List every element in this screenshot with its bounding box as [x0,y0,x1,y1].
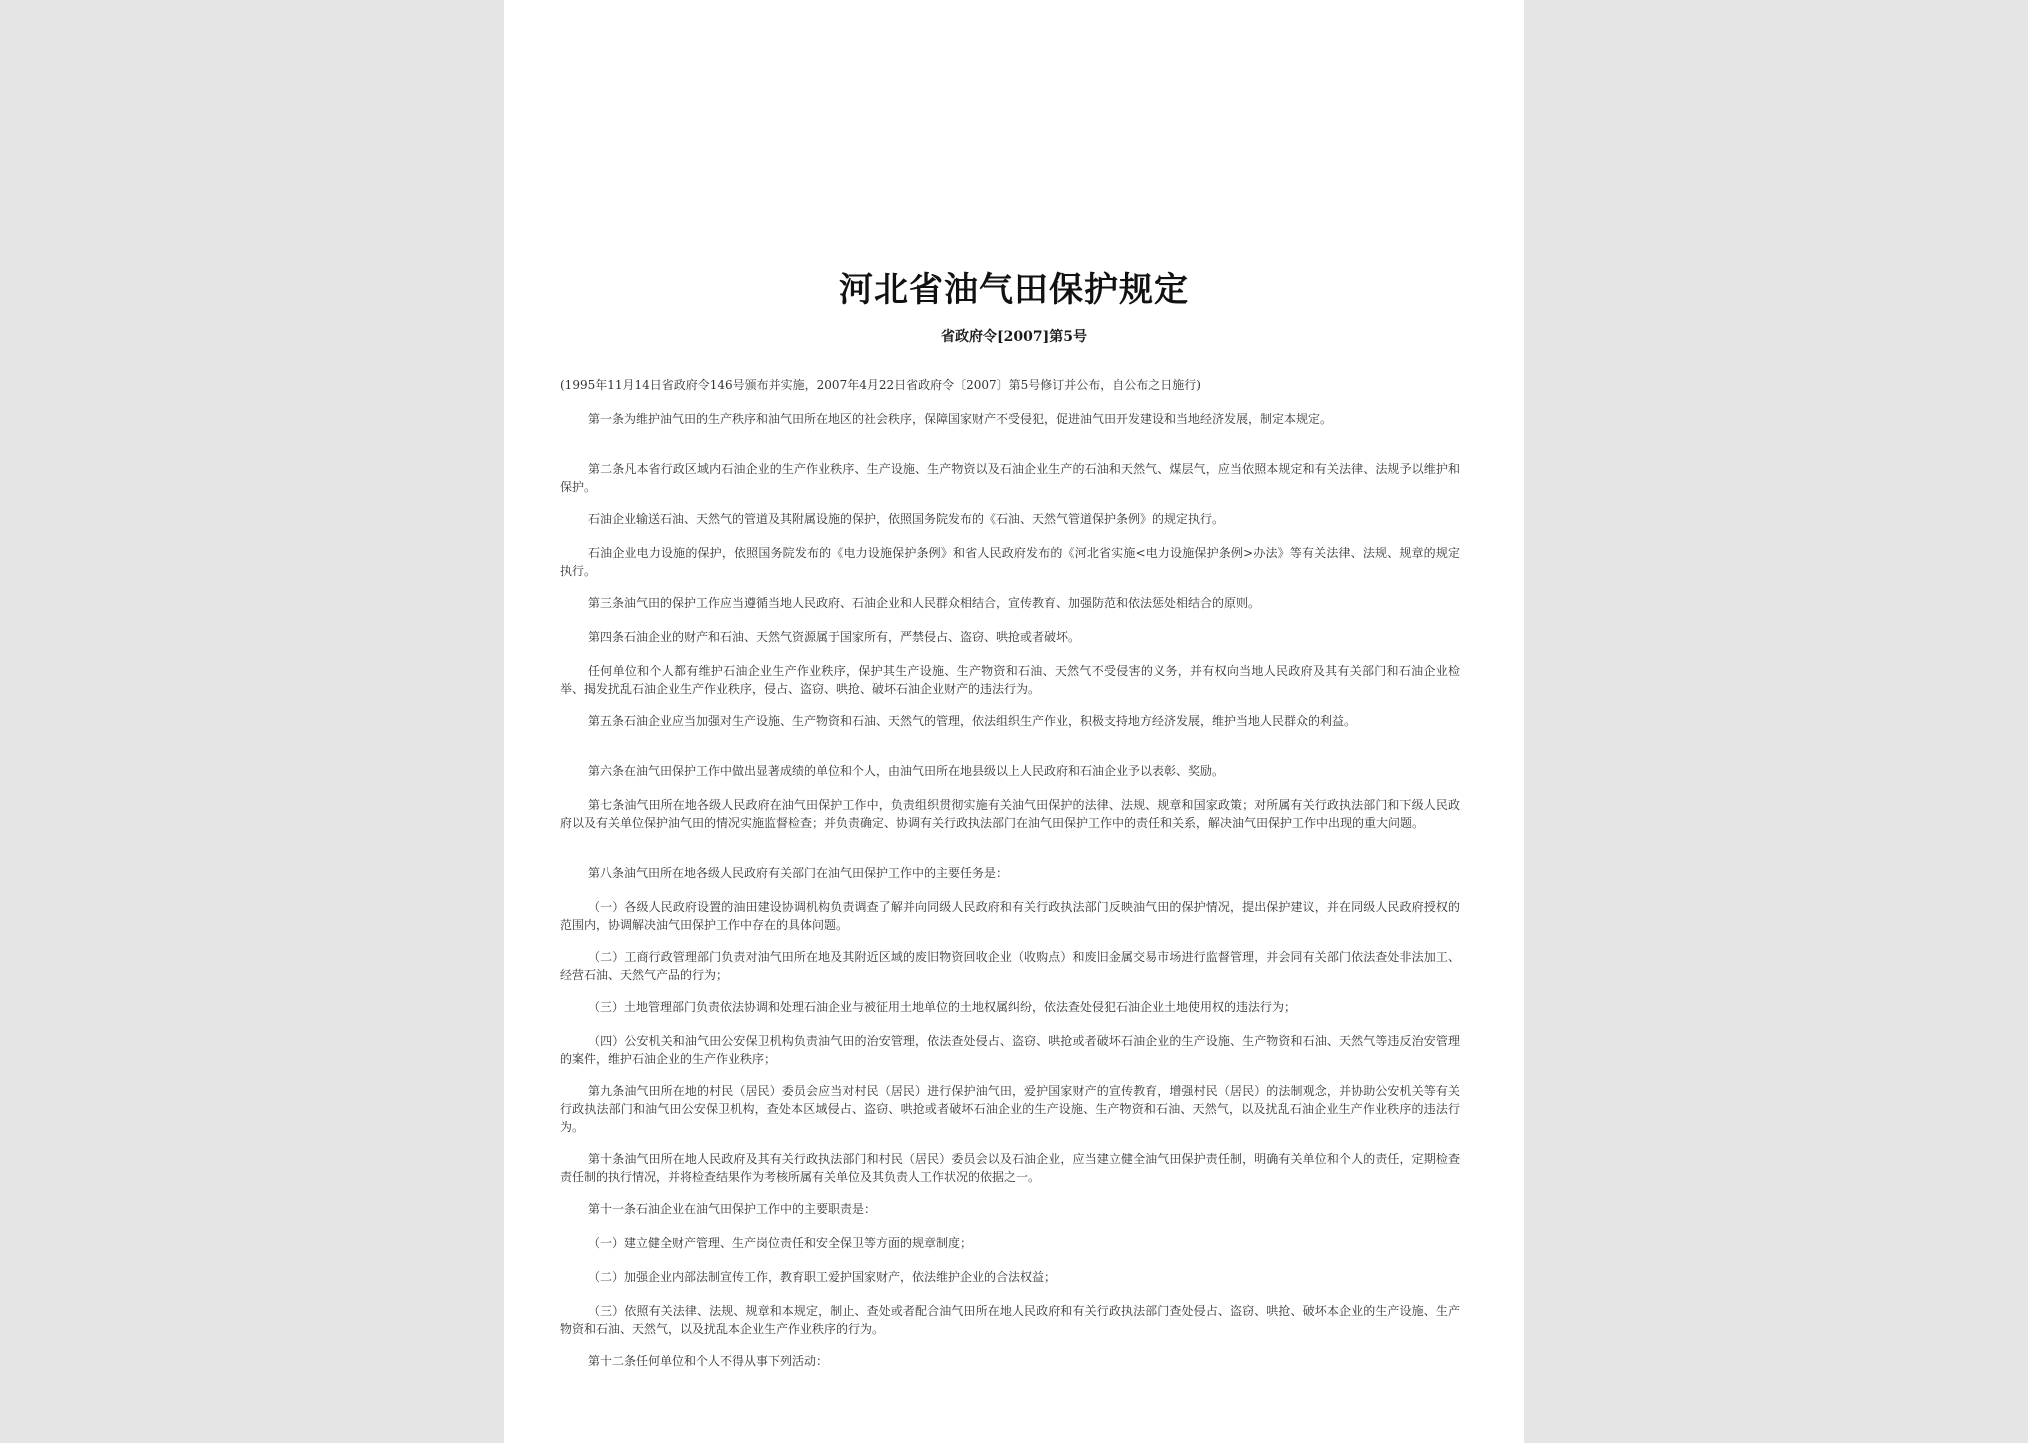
article-3-paragraph: 第三条油气田的保护工作应当遵循当地人民政府、石油企业和人民群众相结合，宣传教育、加强防范和依法惩处相结合的原则。 [588,596,1261,610]
article-11-item-2-paragraph: （二）加强企业内部法制宣传工作，教育职工爱护国家财产，依法维护企业的合法权益； [588,1270,1057,1284]
preamble-paragraph: (1995年11月14日省政府令146号颁布并实施，2007年4月22日省政府令〔2007〕第5号修订并公布，自公布之日施行) [560,378,1201,392]
article-4-duty-paragraph: 任何单位和个人都有维护石油企业生产作业秩序，保护其生产设施、生产物资和石油、天然气不受侵害的义务，并有权向当地人民政府及其有关部门和石油企业检举、揭发扰乱石油企业生产作业秩序，侵占、盗窃、哄抢、破坏石油企业财产的违法行为。 [560,664,1460,696]
article-9-paragraph: 第九条油气田所在地的村民（居民）委员会应当对村民（居民）进行保护油气田，爱护国家财产的宣传教育，增强村民（居民）的法制观念，并协助公安机关等有关行政执法部门和油气田公安保卫机构，查处本区域侵占、盗窃、哄抢或者破坏石油企业的生产设施、生产物资和石油、天然气，以及扰乱石油企业生产作业秩序的违法行为。 [560,1084,1460,1134]
article-11-item-3-paragraph: （三）依照有关法律、法规、规章和本规定，制止、查处或者配合油气田所在地人民政府和有关行政执法部门查处侵占、盗窃、哄抢、破坏本企业的生产设施、生产物资和石油、天然气，以及扰乱本企业生产作业秩序的行为。 [560,1304,1460,1336]
article-8-paragraph: 第八条油气田所在地各级人民政府有关部门在油气田保护工作中的主要任务是： [588,866,1009,880]
article-2-paragraph: 第二条凡本省行政区域内石油企业的生产作业秩序、生产设施、生产物资以及石油企业生产的石油和天然气、煤层气，应当依照本规定和有关法律、法规予以维护和保护。 [560,462,1460,494]
article-8-item-4-paragraph: （四）公安机关和油气田公安保卫机构负责油气田的治安管理，依法查处侵占、盗窃、哄抢或者破坏石油企业的生产设施、生产物资和石油、天然气等违反治安管理的案件，维护石油企业的生产作业秩序； [560,1034,1460,1066]
document-subtitle: 省政府令[2007]第5号 [941,329,1087,345]
article-10-paragraph: 第十条油气田所在地人民政府及其有关行政执法部门和村民（居民）委员会以及石油企业，应当建立健全油气田保护责任制，明确有关单位和个人的责任，定期检查责任制的执行情况，并将检查结果作为考核所属有关单位及其负责人工作状况的依据之一。 [560,1152,1460,1184]
article-11-item-1-paragraph: （一）建立健全财产管理、生产岗位责任和安全保卫等方面的规章制度； [588,1236,973,1250]
power-facility-paragraph: 石油企业电力设施的保护，依照国务院发布的《电力设施保护条例》和省人民政府发布的《河北省实施<电力设施保护条例>办法》等有关法律、法规、规章的规定执行。 [560,546,1460,578]
article-7-paragraph: 第七条油气田所在地各级人民政府在油气田保护工作中，负责组织贯彻实施有关油气田保护的法律、法规、规章和国家政策；对所属有关行政执法部门和下级人民政府以及有关单位保护油气田的情况实施监督检查；并负责确定、协调有关行政执法部门在油气田保护工作中的责任和关系，解决油气田保护工作中出现的重大问题。 [560,798,1460,830]
article-11-paragraph: 第十一条石油企业在油气田保护工作中的主要职责是： [588,1202,877,1216]
article-8-item-3-paragraph: （三）土地管理部门负责依法协调和处理石油企业与被征用土地单位的土地权属纠纷，依法查处侵犯石油企业土地使用权的违法行为； [588,1000,1297,1014]
article-12-paragraph: 第十二条任何单位和个人不得从事下列活动： [588,1354,829,1368]
pipeline-protection-paragraph: 石油企业输送石油、天然气的管道及其附属设施的保护，依照国务院发布的《石油、天然气管道保护条例》的规定执行。 [588,512,1225,526]
document-title: 河北省油气田保护规定 [839,270,1189,310]
article-8-item-2-paragraph: （二）工商行政管理部门负责对油气田所在地及其附近区域的废旧物资回收企业（收购点）和废旧金属交易市场进行监督管理，并会同有关部门依法查处非法加工、经营石油、天然气产品的行为； [560,950,1460,982]
document-page [504,0,1524,1443]
article-4-paragraph: 第四条石油企业的财产和石油、天然气资源属于国家所有，严禁侵占、盗窃、哄抢或者破坏。 [588,630,1081,644]
article-1-paragraph: 第一条为维护油气田的生产秩序和油气田所在地区的社会秩序，保障国家财产不受侵犯，促进油气田开发建设和当地经济发展，制定本规定。 [588,412,1333,426]
article-5-paragraph: 第五条石油企业应当加强对生产设施、生产物资和石油、天然气的管理，依法组织生产作业，积极支持地方经济发展，维护当地人民群众的利益。 [588,714,1357,728]
article-6-paragraph: 第六条在油气田保护工作中做出显著成绩的单位和个人，由油气田所在地县级以上人民政府和石油企业予以表彰、奖励。 [588,764,1225,778]
article-8-item-1-paragraph: （一）各级人民政府设置的油田建设协调机构负责调查了解并向同级人民政府和有关行政执法部门反映油气田的保护情况，提出保护建议，并在同级人民政府授权的范围内，协调解决油气田保护工作中存在的具体问题。 [560,900,1460,932]
